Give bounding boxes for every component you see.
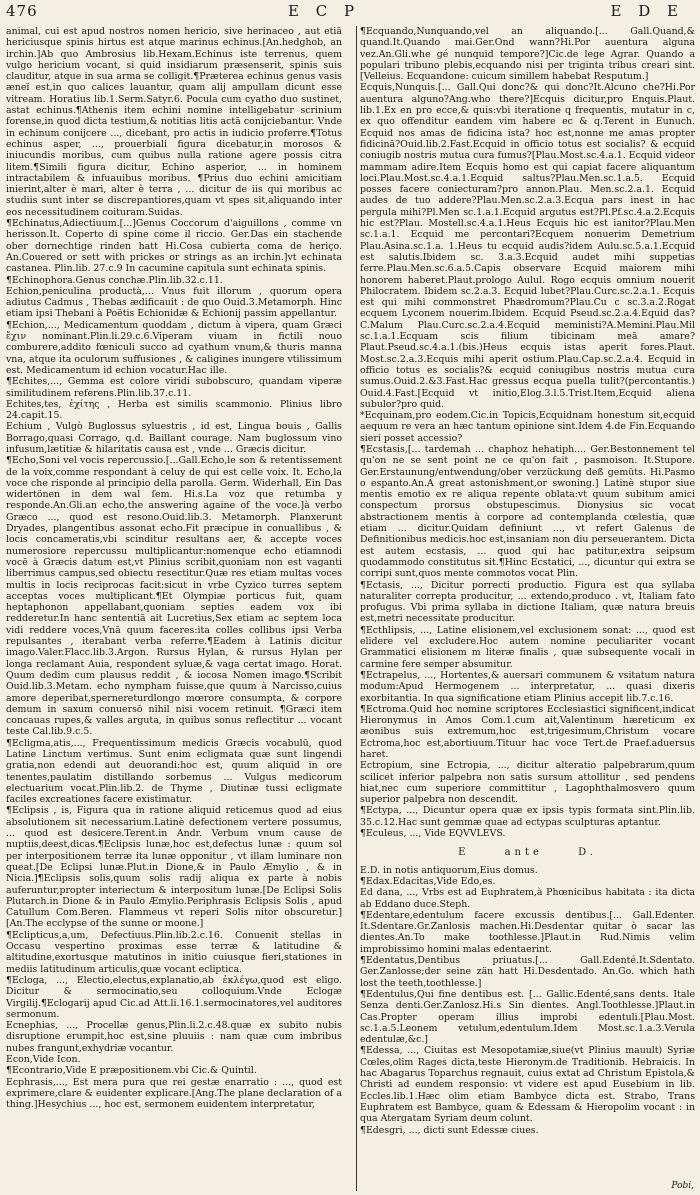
entry-ecligma: ¶Ecligma,atis,..., Frequentissimum medicis Græcis vocabulū, quod Latine Linctum vertimus. Sunt enim ecligmata quæ sunt lingendi gratia,non edendi aut deuorandi:hoc est, quum aliquid in ore tenentes,paulatim distillando sorbemus ... Vulgus medicorum electuarium vocat.Plin.lib.2. de Thyme , Diutinæ tussi ecligmate faciles excreationes facere existimatur. [6, 737, 342, 806]
entry-ecquis: Ecquis,Nunquis.[... Gall.Qui donc?& qui donc?It.Alcuno che?Hi.Por auentura alguno?Ang.who there?]Ecquis dicitur,pro Enquis.Plaut. lib.1.Ex en pro ecce,& quis:vbi iteratione q frequentis, mutatur in c, ex quo offenditur eandem vim habere ec & q.Terent in Eunuch. Ecquid nos amas de fidicina ista? hoc est,nonne me amas propter fidicinā?Ouid.lib.2.Fast.Ecquid in officio totus est socialis? & ecquid coniugib nostris mutua cura fumus?[Plau.Most.sc.4.a.1. Ecquid videor mammam adire.Item Ecquis homo est qui capiat facere aliquantum loci.Plau.Most.sc.4.a.1.Ecquid saltus?Plau.Men.sc.1.a.5. Ecquid posses facere coniecturam?pro annon.Plau. Men.sc.2.a.1. Ecquid audes de tuo addere?Plau.Men.sc.2.a.3.Ecqua pars inest in hac pergula mihi?Pl.Men sc.1.a.1.Ecquid argutus est?Pl.Pf.sc.4.a.2.Ecquis hic est?Plau. Mostell.sc.4.a.1.Heus Ecquis hic est ianitor?Plau.Men sc.1.a.1. Ecquid me percontari?Ecquem nonuerim Demetrium Plau.Asina.sc.1.a. 1.Heus tu ecquid audis?idem Aulu.sc.5.a.1.Ecquid est salutis.Ibidem sc. 3.a.3.Ecquid audet mihi suppetias ferre.Plau.Men.sc.6.a.5.Capis observare Ecquid maiorem mihi honorem haberet.Plaut.prologo Aulul. Rogo ecquis omnium nouerit Philocratem. Ibidem sc.2.a.3. Ecquid lubet?Plau.Curc.sc.2.a.1. Ecquis est qui mihi commonstret Phædromum?Plau.Cu c sc.3.a.2.Rogat ecquem Lyconem nouerim.Ibidem. Ecquid Pseud.sc.2.a.4.Equid das?C.Malum Plau.Curc.sc.2.a.4.Ecquid meministi?A.Memini.Plau.Mil sc.1.a.1.Ecquam scis filium tibicinam meā amare?Plaut.Pseud.sc.4.a.1.(bis.)Heus ecquis istas aperit fores.Plaut. Most.sc.2.a.3.Ecquis mihi aperit ostium.Plau.Cap.sc.2.a.4. Ecquid in officio totus es socialis?& ecquid coniugibus nostris mutua cura sumus.Ouid.2.&3.Fast.Hac gressus ecqua puella tulit?(percontantis.) Ouid.4.Fast.[Ecquid vt initio,Elog.3.l.5.Trist.Item,Ecquid aliena subulor?pro quid. [360, 82, 695, 410]
entry-edax: ¶Edax.Edacitas,Vide Edo,es. [360, 875, 496, 887]
entry-edessa: ¶Edessa, ..., Ciuitas est Mesopotamiæ,siue(vt Plinius mauult) Syriæ Cœles,olim Rages dicta,teste Hieronym.de Traditionib. Hebraicis. In hac Abagarus Toparchus regnauit, cuius extat ad Christum Epistola,& Christi ad eundem responsio: vt videre est apud Eusebium in lib. Eccles.lib.1.Hæc olim etiam Bambyce dicta est. Strabo, Trans Euphratem est Bambyce, quam & Edessam & Hieropolim vocant : in qua Atergatam Syriam deum colunt. [360, 1045, 695, 1125]
right-column [356, 26, 695, 1191]
entry-echinus: animal, cui est apud nostros nomen hericio, sive herinaceo , aut etiā hericiusque spinis hirtus est atque marinus echinus.[An.hedghob, an irchin.]Ab quo Ambrosius lib.Hexam.Echinus iste terrenus, quem vulgo hericium vocant, si quid insidiarum præsenserit, spinis suis clauditur, atque in sua arma se colligit.¶Præterea echinus genus vasis æneï est,in quo calices lauantur, quam alij ampullam dicunt esse vitream. Horatius lib.1.Serm.Satyr.6. Pocula cum cyatho duo sustinet, astat echinus.¶Athenis item echini nomine intelligebatur scrinium forense,in quod dicta testium,& notitias litis actā conijciebantur. Vnde in echinum conijcere ..., dicebant, pro actis in iudicio proferre.¶Totus echinus asper, ..., prouerbiali figura dicebatur,in morosos & iniucundis moribus, cum quibus nulla ratione agere possis citra litem.¶Simili figura dicitur, Echino asperior, ... in hominem intractabilem & infuauibus moribus. ¶Prius duo echini amicitiam inierint,alter è mari, alter è terra , ... dicitur de iis qui moribus ac studiis sunt inter se discrepantiores,quam vt spes sit,aliquando inter eos necessitudinem coituram.Suidas. [6, 26, 342, 218]
entry-edentatus: ¶Edentatus,Dentibus priuatus.[... Gall.Edenté.It.Sdentato. Ger.Zanlosse;der seine zän hatt Hi.Desdentado. An.Go. which hath lost the teeth,toothlesse.] [360, 955, 695, 989]
entry-econ: Econ,Vide Icon. [6, 1054, 81, 1066]
entry-echion-medicament: ¶Echion,..., Medicamentum quoddam , dictum à vipera, quam Græci ἔχιν nominant.Plin.li.29.c.6.Viperam viuam in fictili nouo comburere,addito fœniculi succo ad cyathum vnum,& thuris manna vna, atque ita oculorum suffusiones , & caligines inungere vtilissimum est. Medicamentum id echion vocatur.Hac ille. [6, 319, 342, 376]
left-section-heading: E C P [288, 2, 361, 20]
entry-edesgri: ¶Edesgri, ..., dicti sunt Edessæ ciues. [360, 1124, 539, 1136]
right-section-heading: E D E [610, 2, 684, 20]
entry-eddana: Ed dana, ..., Vrbs est ad Euphratem,à Phœnicibus habitata : ita dicta ab Eddano duce.Steph. [360, 887, 695, 910]
entry-eclipsis: ¶Eclipsis , is, Figura qua in ratione aliquid reticemus quod ad eius absolutionem sit necessarium.Latinè defectionem vertere possumus, ... quod est desicere.Terent.in Andr. Verbum vnum cause de nuptiis,deest,dicas.¶Eclipsis lunæ,hoc est,defectus lunæ : quum sol per interpositionem terræ ita lunæ opponitur , vt illam luminare non queat.[De Eclipsi lunæ.Plut.in Dione,& in Paulo Æmylio , & in Nicia.]¶Eclipsis solis,quum solis radij aliqua ex parte à nobis auferuntur,propter interiectum & interpositum lunæ.[De Eclipsi Solis Plutarch.in Dione & in Paulo Æmylio.Periphrasis Eclipsis Solis , apud Catullum Com.Beren. Flammeus vt reperi Solis nitor obscuretur.][An.The ecclypse of the sunne or moone.] [6, 805, 342, 930]
entry-ed-notis: E.D. in notis antiquorum,Eius domus. [360, 864, 538, 876]
entry-ecthlipsis: ¶Ecthlipsis, ..., Latine elisionem,vel exclusionem sonat: ..., quod est elidere vel excludere.Hoc autem nomine peculiariter vocant Grammatici elisionem m literæ finalis , quæ subsequente vocali in carmine fere semper absumitur. [360, 624, 695, 670]
section-subheading [360, 847, 695, 858]
entry-ectropium: Ectropium, sine Ectropia, ..., dicitur alteratio palpebrarum,quum scilicet inferior palpebra non satis sursum attollitur , sed pendens hiat,nec cum superiore committitur , Lagophthalmosvero quum superior palpebra non descendit. [360, 760, 695, 806]
entry-ecstasis: ¶Ecstasis,[... tardemah ... chaphoz hehatiph.... Ger.Bestonnement tel qu'on ne se sent point ne ce qu'on fait , pasmoison. It.Stupore. Ger.Erstaunung/entwendung/ober verzückung deß gemüts. Hi.Pasmo o espanto.An.A great astonishment,or swoning.] Latinè stupor siue mentis emotio ex re aliqua repente oblata:vt quum subitum amici conspectum prorsus obstupescimus. Dionysius sic vocat abstractionem mentis à corpore ad contemplanda cœlestia, quæ etiam ... dicitur.Quidam definiunt ..., vt refert Galenus de Definitionibus medicis.hoc est,insaniam non diu perseuerantem. Dicta est autem ecstasis, ... quod qui hac patitur,extra seipsum quodammodo constitutus sit.¶Hinc Ecstatici, ..., dicuntur qui extra se corripi sunt,quos mente commotos vocat Plin. [360, 443, 695, 580]
entry-echion-cadmus: Echion,peniculina productà,... Vnus fuit illorum , quorum opera adiutus Cadmus , Thebas ædificauit : de quo Ouid.3.Metamorph. Hinc etiam ipsi Thebani à Poëtis Echionidæ & Echionij passim appellantur. [6, 285, 342, 320]
page-number: 476 [6, 2, 38, 20]
subheading-d: D. [578, 847, 597, 859]
subheading-letter: E [458, 847, 470, 859]
entry-ectroma: ¶Ectroma.Quid hoc nomine scriptores Ecclesiastici significent,indicat Hieronymus in Amos Com.1.cum ait,Valentinum hæreticum ex æonibus suis extremum,hoc est,trigesimum,Christum vocare Ectroma,hoc est,abortiuum.Tituur hac voce Tert.de Praef.aduersus haret. [360, 703, 695, 760]
entry-ectrapelus: ¶Ectrapelus, ..., Hortentes,& auersari communem & vsitatum natura modum:Apud Hermogenem ... interpretatur, ... quasi dixeris exorbitantia. In qua significatione etiam Plinius accepit lib.7.c.16. [360, 669, 695, 704]
entry-ecphrasis: Ecphrasis,..., Est mera pura que rei gestæ enarratio : ..., quod est exprimere,clare & euidenter explicare.[Ang.The plane declaration of a thing.]Hesychius ..., hoc est, sermonem euidentem interpretatur, [6, 1076, 342, 1111]
entry-ecloga: ¶Ecloga, ..., Electio,electus,explanatio,ab ἐκλέγω,quod est eligo. Dicitur & sermocinatio,seu colloquium.Vnde Eclogæ Virgilij.¶Eclogarij apud Cic.ad Att.li.16.1.sermocinatores,vel auditores sermonum. [6, 974, 342, 1020]
entry-echinophora: ¶Echinophora.Genus conchæ.Plin.lib.32.c.11. [6, 274, 223, 286]
entry-ectypa: ¶Ectypa, ..., Dicuntur opera quæ ex ipsis typis formata sint.Plin.lib. 35.c.12.Hac sunt gemmæ quae ad ectypas sculpturas aptantur. [360, 805, 695, 828]
entry-ecquando: ¶Ecquando,Nunquando,vel an aliquando.[... Gall.Quand,& quand.It.Quando mai.Ger.Ond wann?Hi.Por auentura alguna vez.An.Gli.whe gé nunquid tempore?]Cic.de lege Agrar. Quando a populari tribuno plebis,ecquando nisi per triginta tribus creari sint. [Velleius. Ecquandone: cuicum simillem habebat Resputum.] [360, 26, 695, 83]
entry-echium: Echium , Vulgò Buglossus syluestris , id est, Lingua bouis , Gallis Borrago,quasi Corrago, q.d. Baillant courage. Nam buglossum vino infusum,lætitiæ & hilaritatis causa est , vnde ... Græcis dicitur. [6, 421, 342, 455]
entry-edentare: ¶Edentare,edentulum facere excussis dentibus.[... Gall.Edenter. It.Sdentare.Gr.Zanlosis machen.Hi.Desdentar quitar ò sacar las dientes.An.To make toothlesse.]Plaut.in Rud.Nimis velim improbissimo homini malas edentaerint. [360, 909, 695, 955]
running-header [6, 2, 694, 24]
left-column [6, 26, 342, 1191]
entry-echo: ¶Echo,Soni vel vocis repercussio.[...Gall.Echo,le son & retentissement de la voix,comme respondant à celuy de qui est celle voix. It. Echo,la voce che risponde al principio della parolla. Germ. Widerhall, Ein Das widertönen in dem wal ſem. Hi.s.La voz que retumba y responde.An.Gli.an echo,the answering againe of the voce.]à verbo Græco ..., quod est resono.Ouid.lib.3. Metamorph. Planxerunt Dryades, plangentibus assonat echo.Fit præcipue in conuallibus , & locis concameratis,vbi scinditur resultans aer, & accepte voces numerosiore repercussu multiplicantur:nomenque echo etiamnodi vocē à Græcis datum est,vt Plinius scribit,quoniam non est vaganti liberrimus campus,sed obiectu resectitur.Quæ res etiam multas voces multis in locis reciprocas facit:sicut in vrbe Cyzico turres septem acceptas voces multiplicant.¶Et Olympiæ porticus fuit, quam heptaphonon appellabant,quoniam septies eadem vox ibi redderetur.In hanc sententiā ait Lucretius,Sex etiam ac septem loca vidi reddere voces,Vnā quum faceres:ita colles collibus ipsi Verba repulsantes , iterabant verba referre.¶Eadem à Latinis dicitur imago.Valer.Flacc.lib.3.Argon. Rursus Hylan, & rursus Hylan per longa reclamant Auia, respondent syluæ,& vaga certat imago. Horat. Quum dedim cum plausus reddit , & iocosa Nomen imago.¶Scribit Ouid.lib.3.Metam. echo nympham fuisse,que quum à Narcisso,cuius amore deperibat,spernereturdlongo mœrore consumpta, & corpore demum in saxum conuersō nihil nisi vocem retinuit. ¶Græci item concauas rupes,& valles arguta, in quibus sonus reflectitur ... vocant teste Cal.lib.9.c.5. [6, 455, 342, 738]
entry-echites-herb: Echites,tes, ἐχίτης , Herba est similis scammonio. Plinius libro 24.capit.15. [6, 398, 342, 422]
entry-ectasis: ¶Ectasis, ..., Dicitur porrecti productio. Figura est qua syllaba naturaliter correpta producitur, ... extendo,produco . vt, Italiam fato profugus. Vbi prima syllaba in dictione Italiam, quæ natura breuis est,metri necessitate producitur. [360, 579, 695, 625]
entry-edentulus: ¶Edentulus,Qui fine dentibus est. [... Gallic.Edenté,sans dents. Itale Senza denti.Ger.Zanlosz.Hi.s Sin dientes. Angl.Toothlesse.]Plaut.in Cas.Propter operam illius improbi edentuli.[Plau.Most. sc.1.a.5.Leonem vetulum,edentulum.Idem Most.sc.1.a.3.Verula edentulæ,&c.] [360, 988, 695, 1046]
entry-eclipticus: ¶Eclipticus,a,um, Defectiuus.Plin.lib.2.c.16. Conuenit stellas in Occasu vespertino proximas esse terræ & latitudine & altitudine,exortusque matutinos in initio cuiusque fieri,stationes in mediis latitudinum articulis,quæ vocant ecliptica. [6, 929, 342, 975]
entry-eculeus: ¶Eculeus, ..., Vide EQVVLEVS. [360, 828, 506, 840]
catchword: Pobi, [671, 1181, 694, 1191]
subheading-ante: ante [504, 847, 543, 859]
entry-echinatus: ¶Echinatus,Adiectiuum.[...]Genus Coccorum d'aiguillons , comme vn herisson.It. Coperto di spine come il riccio. Ger.Das ein stachende ober dornechtige rinden hatt Hi.Cosa cubierta coma de heriço. An.Couered or sett with prickes or strings as an irchin.]vt echinata castanea. Plin.lib. 27.c.9 In cacumine capitula sunt echinata spinis. [6, 218, 342, 275]
entry-echites-gem: ¶Echites,..., Gemma est colore viridi subobscuro, quandam viperæ similitudinem referens.Plin.lib.37.c.11. [6, 376, 342, 399]
entry-ecnephias: Ecnephias, ..., Procellæ genus,Plin.li.2.c.48.quæ ex subito nubis disruptione erumpit,hoc est,sine pluuiis : nam quæ cum imbribus nubes frangunt,exhydriæ vocantur. [6, 1020, 342, 1054]
entry-ecquinam: *Ecquinam,pro eodem.Cic.in Topicis,Ecquidnam honestum sit,ecquid aequum re vera an hæc tantum opinione sint.Idem 4.de Fin.Ecquando sieri posset accessio? [360, 410, 695, 444]
entry-econtrario: ¶Econtrario,Vide E præpositionem.vbi Cic.& Quintil. [6, 1065, 257, 1077]
